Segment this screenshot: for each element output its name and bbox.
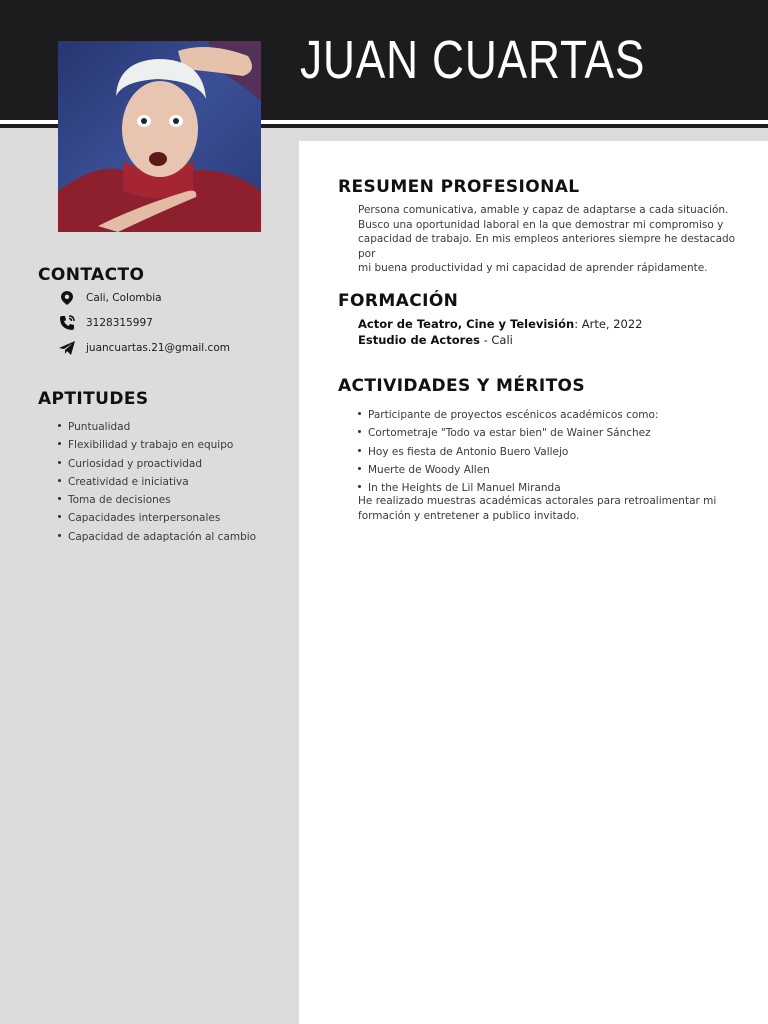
phone-icon (58, 315, 76, 331)
activity-item: In the Heights de Lil Manuel Miranda (358, 479, 748, 497)
summary-line: Persona comunicativa, amable y capaz de adaptarse a cada situación. (358, 204, 729, 216)
profile-photo (58, 41, 261, 232)
activities-title: ACTIVIDADES Y MÉRITOS (338, 376, 586, 396)
location-pin-icon (58, 290, 76, 306)
education-school: Estudio de Actores (358, 332, 480, 347)
summary-line: Busco una oportunidad laboral en la que demostrar mi compromiso y (358, 218, 724, 231)
activity-item: Cortometraje "Todo va estar bien" de Wainer Sánchez (358, 424, 748, 442)
education-degree: Actor de Teatro, Cine y Televisión (358, 317, 575, 331)
education-title: FORMACIÓN (338, 291, 459, 311)
summary-line: capacidad de trabajo. En mis empleos anteriores siempre he destacado por (358, 233, 736, 260)
activities-note (358, 494, 748, 523)
skills-list (58, 418, 256, 546)
candidate-name: JUAN CUARTAS (300, 30, 646, 90)
summary-title: RESUMEN PROFESIONAL (338, 177, 580, 197)
skill-item: Puntualidad (58, 418, 256, 436)
summary-line: mi buena productividad y mi capacidad de aprender rápidamente. (358, 262, 708, 275)
education-school-line (358, 333, 748, 349)
contact-location (58, 290, 162, 306)
contact-phone-text: 3128315997 (86, 317, 153, 329)
education-degree-line (358, 317, 748, 333)
skill-item: Toma de decisiones (58, 491, 256, 509)
skill-item: Flexibilidad y trabajo en equipo (58, 436, 256, 454)
activities-note-line: formación y entretener a publico invitado. (358, 509, 580, 522)
education-school-suffix: - Cali (479, 332, 513, 347)
skill-item: Creatividad e iniciativa (58, 473, 256, 491)
skill-item: Capacidad de adaptación al cambio (58, 528, 256, 546)
summary-text (358, 203, 748, 276)
skill-item: Capacidades interpersonales (58, 509, 256, 527)
activities-note-line: He realizado muestras académicas actorales para retroalimentar mi (358, 495, 717, 507)
portrait-illustration (58, 41, 261, 232)
contact-title: CONTACTO (38, 265, 145, 285)
contact-location-text: Cali, Colombia (86, 292, 162, 304)
contact-email[interactable] (58, 340, 230, 356)
contact-phone (58, 315, 153, 331)
activity-item: Participante de proyectos escénicos académicos como: (358, 406, 748, 424)
activities-list (358, 406, 748, 497)
activity-item: Muerte de Woody Allen (358, 461, 748, 479)
skills-title: APTITUDES (38, 389, 149, 409)
contact-email-text[interactable]: juancuartas.21@gmail.com (86, 342, 230, 354)
education-degree-suffix: : Arte, 2022 (574, 317, 643, 331)
education-block (358, 317, 748, 348)
activity-item: Hoy es fiesta de Antonio Buero Vallejo (358, 443, 748, 461)
send-icon (58, 340, 76, 356)
skill-item: Curiosidad y proactividad (58, 455, 256, 473)
